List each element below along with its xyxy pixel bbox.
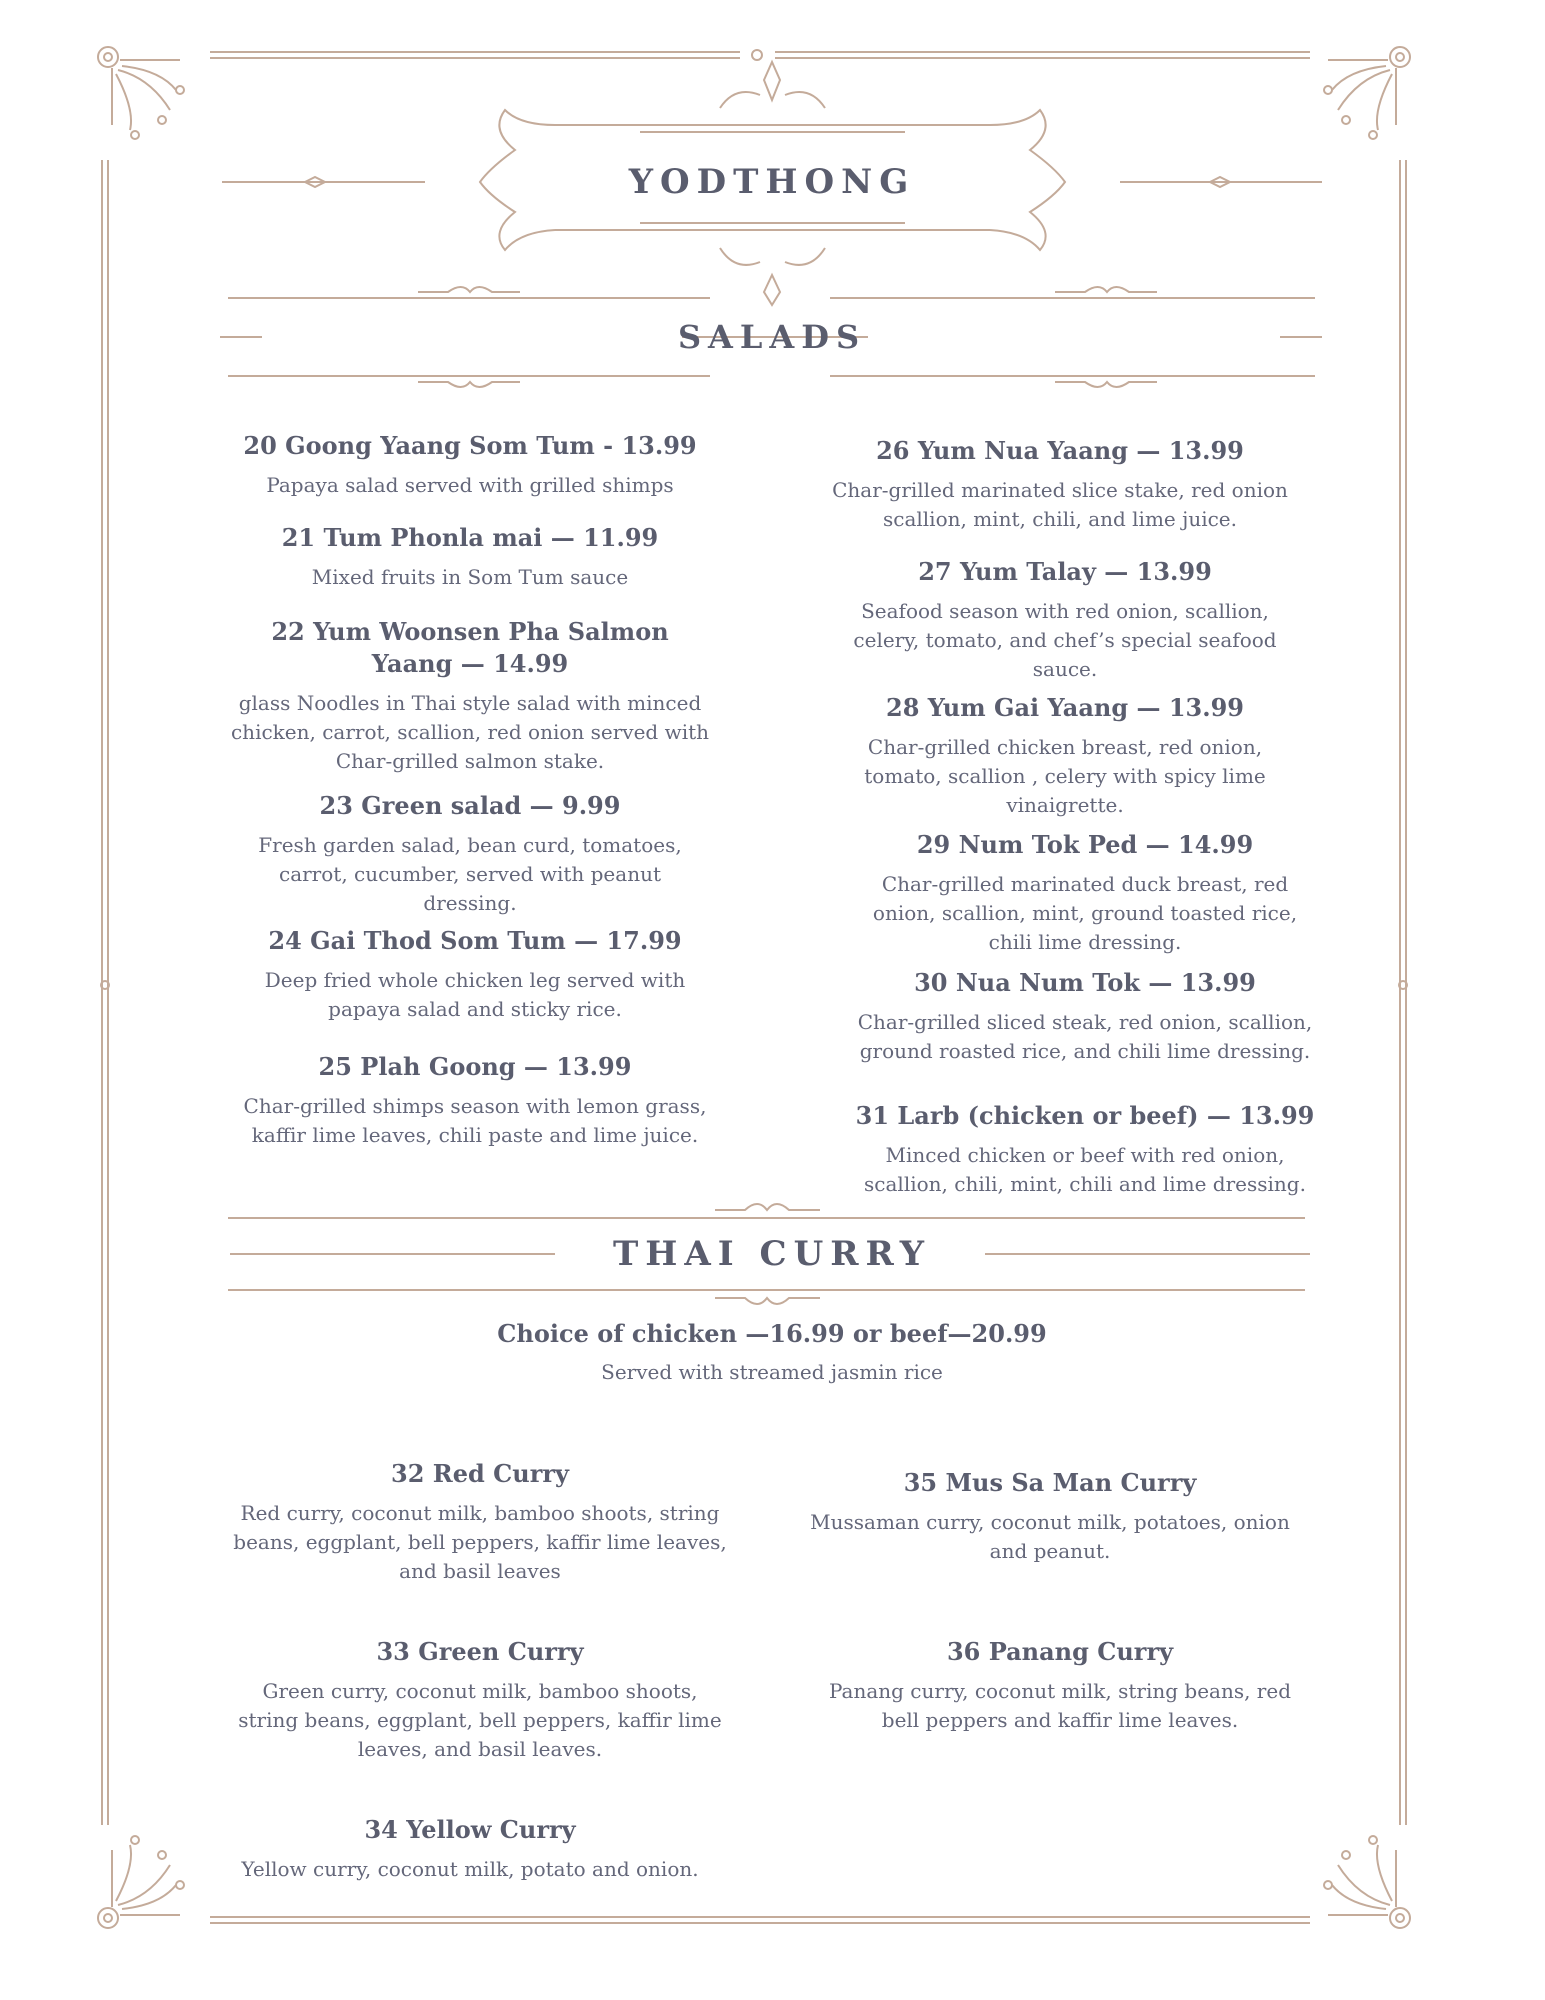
menu-item [230, 430, 710, 500]
menu-item [215, 616, 725, 776]
menu-item [230, 790, 710, 918]
item-name: 25 Plah Goong — 13.99 [318, 1052, 632, 1081]
menu-item [230, 522, 710, 592]
item-description: Deep fried whole chicken leg served with papaya salad and sticky rice. [264, 968, 686, 1021]
item-name: 20 Goong Yaang Som Tum - 13.99 [243, 431, 697, 460]
curry-price-choice: Choice of chicken —16.99 or beef—20.99 [497, 1319, 1047, 1348]
item-name: 29 Num Tok Ped — 14.99 [916, 830, 1254, 859]
item-description: Char-grilled sliced steak, red onion, scallion, ground roasted rice, and chili lime dressing. [857, 1010, 1313, 1063]
item-description: Panang curry, coconut milk, string beans, red bell peppers and kaffir lime leaves. [828, 1679, 1292, 1732]
menu-item [855, 829, 1315, 957]
item-description: Papaya salad served with grilled shimps [266, 473, 674, 497]
menu-item [830, 556, 1300, 684]
item-description: Red curry, coconut milk, bamboo shoots, string beans, eggplant, bell peppers, kaffir lime leaves, and basil leaves [233, 1501, 727, 1583]
salads-heading: SALADS [677, 318, 867, 356]
item-name: 31 Larb (chicken or beef) — 13.99 [855, 1101, 1315, 1130]
item-name: 33 Green Curry [376, 1637, 584, 1666]
item-name: 24 Gai Thod Som Tum — 17.99 [268, 926, 682, 955]
menu-item [230, 1636, 730, 1764]
item-name: 36 Panang Curry [946, 1637, 1174, 1666]
menu-item [230, 1051, 720, 1150]
thai-curry-heading: THAI CURRY [613, 1234, 931, 1274]
item-description: Mixed fruits in Som Tum sauce [311, 565, 629, 589]
menu-item [830, 435, 1290, 534]
item-name: 34 Yellow Curry [364, 1815, 576, 1844]
item-description: Char-grilled marinated slice stake, red onion scallion, mint, chili, and lime juice. [832, 478, 1288, 531]
item-name: 35 Mus Sa Man Curry [903, 1468, 1197, 1497]
item-name: 28 Yum Gai Yaang — 13.99 [886, 693, 1244, 722]
item-name: 22 Yum Woonsen Pha Salmon Yaang — 14.99 [271, 617, 669, 678]
item-name: 21 Tum Phonla mai — 11.99 [281, 523, 659, 552]
item-description: Green curry, coconut milk, bamboo shoots, string beans, eggplant, bell peppers, kaffir lime leaves, and basil leaves. [238, 1679, 722, 1761]
menu-item [235, 925, 715, 1024]
item-description: Char-grilled chicken breast, red onion, tomato, scallion , celery with spicy lime vinaigrette. [864, 735, 1266, 817]
item-description: Fresh garden salad, bean curd, tomatoes, carrot, cucumber, served with peanut dressing. [258, 833, 682, 915]
menu-item [830, 692, 1300, 820]
item-description: Minced chicken or beef with red onion, scallion, chili, mint, chili and lime dressing. [864, 1143, 1306, 1196]
corner-ornament-top-left [98, 47, 184, 139]
item-name: 32 Red Curry [391, 1459, 569, 1488]
menu-item [230, 1458, 730, 1586]
item-description: Mussaman curry, coconut milk, potatoes, onion and peanut. [810, 1510, 1290, 1563]
menu-item [800, 1467, 1300, 1566]
item-name: 23 Green salad — 9.99 [319, 791, 621, 820]
item-description: Char-grilled shimps season with lemon grass, kaffir lime leaves, chili paste and lime juice. [243, 1094, 707, 1147]
restaurant-name: YODTHONG [628, 162, 916, 202]
item-name: 26 Yum Nua Yaang — 13.99 [876, 436, 1244, 465]
item-description: Yellow curry, coconut milk, potato and onion. [241, 1857, 699, 1881]
menu-item [850, 1100, 1320, 1199]
corner-ornament-bottom-left [98, 1836, 184, 1928]
item-description: Seafood season with red onion, scallion, celery, tomato, and chef’s special seafood sauce. [853, 599, 1277, 681]
item-name: 30 Nua Num Tok — 13.99 [914, 968, 1256, 997]
menu-item [820, 1636, 1300, 1735]
curry-served-note: Served with streamed jasmin rice [601, 1360, 943, 1384]
item-description: glass Noodles in Thai style salad with minced chicken, carrot, scallion, red onion served with Char-grilled salmon stake. [230, 691, 710, 773]
menu-item [230, 1814, 710, 1884]
corner-ornament-top-right [1324, 47, 1410, 139]
item-description: Char-grilled marinated duck breast, red onion, scallion, mint, ground toasted rice, chili lime dressing. [872, 872, 1298, 954]
menu-item [830, 967, 1340, 1066]
item-name: 27 Yum Talay — 13.99 [918, 557, 1212, 586]
corner-ornament-bottom-right [1324, 1836, 1410, 1928]
